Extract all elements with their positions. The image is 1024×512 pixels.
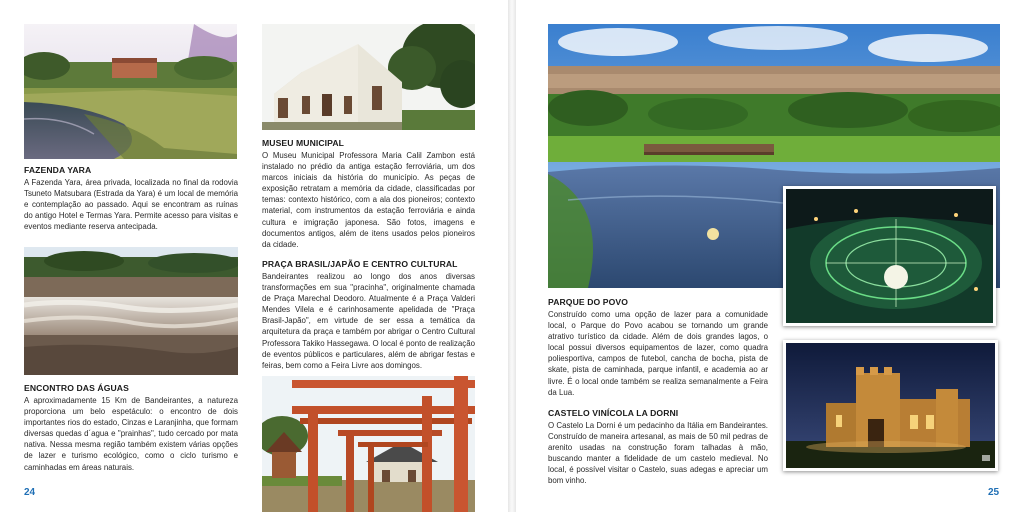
parque-do-povo-title: PARQUE DO POVO xyxy=(548,297,629,307)
fazenda-yara-text: A Fazenda Yara, área privada, localizada no final da rodovia Tsuneto Matsubara (Estrada da Yara) é um local de memória e contemplação ao passado. Aqui se encontram as ruínas do antigo Hotel e Termas Yara. Permite acesso para visitas e eventos mediante reserva antecipada. xyxy=(24,178,238,232)
praca-brasil-japao-photo xyxy=(262,376,475,512)
parque-do-povo-text: Construído como uma opção de lazer para a comunidade local, o Parque do Povo acabou se tornando um grande atrativo turístico da cidade. Além de dois grandes lagos, o local possui diversos equipamentos de lazer, como quadra poliesportiva, campos de futebol, cancha de bocha, pista de skate, pista de caminhada, parque infantil, e academia ao ar livre. É o local onde também se realiza semanalmente a Feira da Lua. xyxy=(548,310,768,397)
page-number-right: 25 xyxy=(988,487,1000,498)
right-page xyxy=(516,0,1024,512)
castelo-la-dorni-text: O Castelo La Dorni é um pedacinho da Itália em Bandeirantes. Construído de maneira artesanal, as mais de 50 mil pedras de arenito usadas na construção foram talhadas à mão, buscando manter a fidelidade de um castelo medieval. No local, é possível visitar o Castelo, suas adegas e apreciar um bom vinho. xyxy=(548,421,768,486)
encontro-das-aguas-photo xyxy=(24,247,238,375)
castelo-la-dorni-title: CASTELO VINÍCOLA LA DORNI xyxy=(548,408,679,418)
praca-brasil-japao-text: Bandeirantes realizou ao longo dos anos diversas transformações em sua "pracinha", originalmente chamada de Praça Marechal Deodoro. Atualmente é a Praça Valderi Mendes Vilela e é carinhosamente apelidada de "Praça Brasil-Japão", em virtude de ser essa a temática da arquitetura da praça e também por abrigar o Centro Cultural Professora Takiko Hassegawa. O local é ponto de realização de eventos públicos e particulares, além de abrigar festas e feiras, bem como a Feira Livre aos domingos. xyxy=(262,272,475,370)
left-page xyxy=(0,0,508,512)
praca-brasil-japao-title: PRAÇA BRASIL/JAPÃO E CENTRO CULTURAL xyxy=(262,259,458,269)
castelo-la-dorni-photo xyxy=(783,340,998,471)
fazenda-yara-photo xyxy=(24,24,237,159)
museu-municipal-text: O Museu Municipal Professora Maria Calil Zambon está instalado no prédio da antiga estação ferroviária, um dos marcos iniciais da história do município. As peças de exposição retratam a memória da cidade, classificadas por temas: contexto histórico, com a ala dos pioneiros; contexto material, com instrumentos da estação ferroviária e ainda cultura e imigração japonesa. São fotos, imagens e documentos antigos, além de itens usados pelos pioneiros da cidade. xyxy=(262,151,475,249)
museu-municipal-photo xyxy=(262,24,475,130)
museu-municipal-title: MUSEU MUNICIPAL xyxy=(262,138,345,148)
encontro-das-aguas-text: A aproximadamente 15 Km de Bandeirantes, a natureza proporciona um belo espetáculo: o encontro de dois importantes rios do estado, Cinzas e Laranjinha, que formam diversas quedas d´agua e "prainhas", tudo cercado por mata nativa. Nessa mesma região também existem várias opções de lazer e turismo ecológico, como o ciclo turismo e caminhadas em áreas naturais. xyxy=(24,396,238,472)
parque-do-povo-night-photo xyxy=(783,186,996,326)
fazenda-yara-title: FAZENDA YARA xyxy=(24,165,92,175)
book-gutter xyxy=(508,0,516,512)
encontro-das-aguas-title: ENCONTRO DAS ÁGUAS xyxy=(24,383,129,393)
page-number-left: 24 xyxy=(24,487,36,498)
